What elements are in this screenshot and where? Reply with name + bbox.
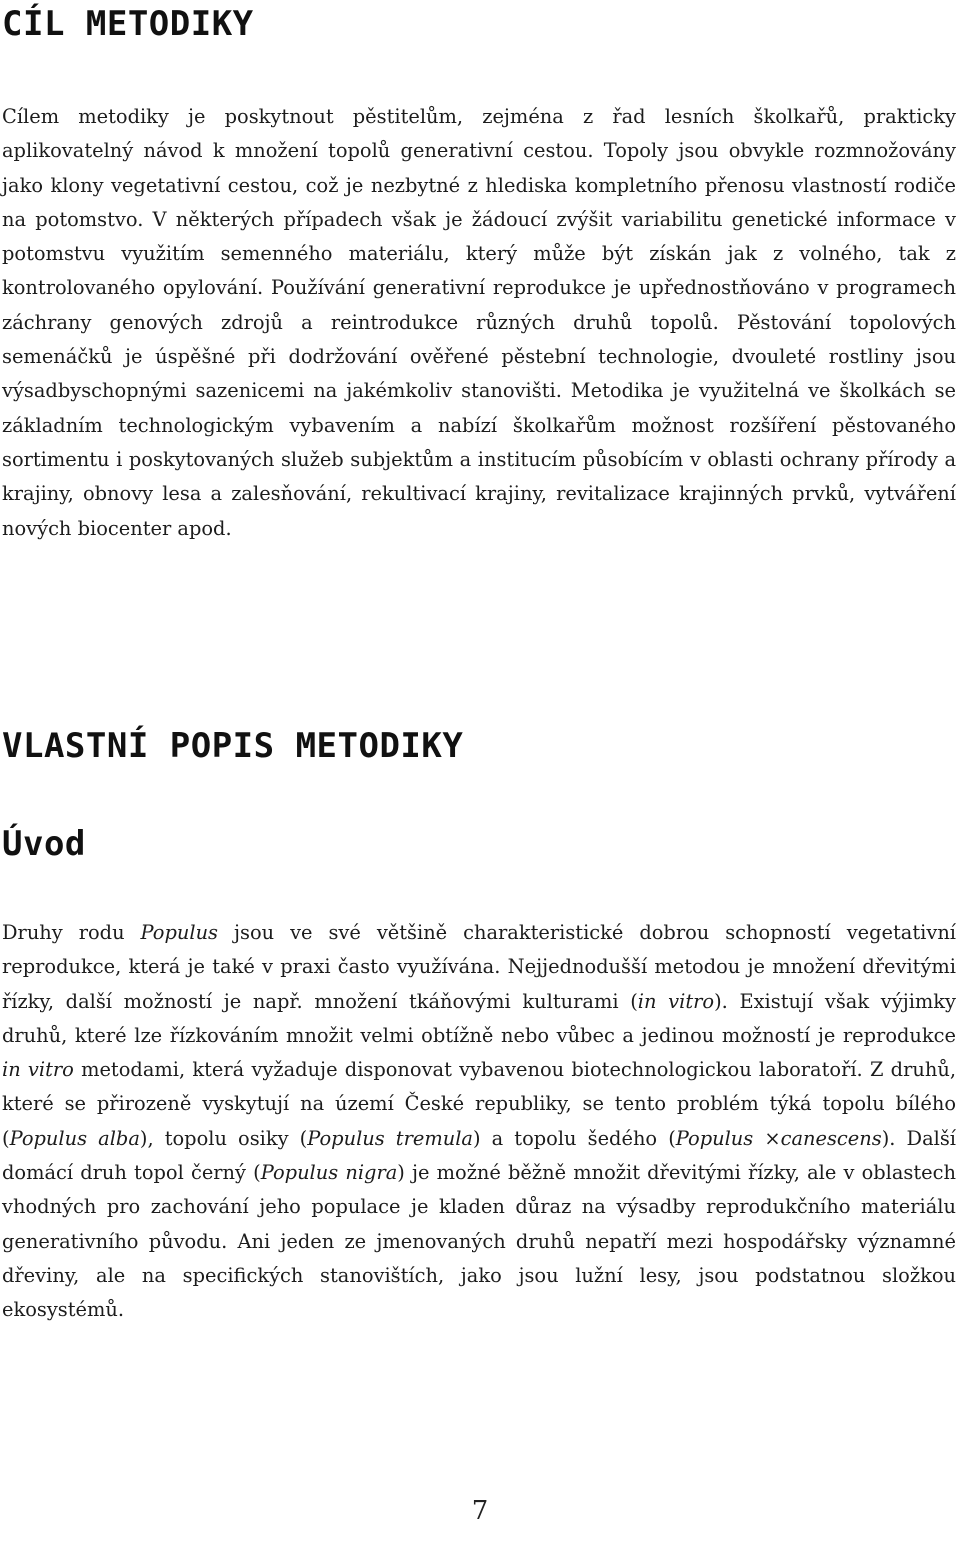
- italic-term: Populus tremula: [307, 1126, 473, 1150]
- text-run: Druhy rodu: [2, 921, 141, 944]
- page-number: 7: [471, 1496, 489, 1526]
- italic-term: in vitro: [637, 989, 715, 1013]
- italic-term: in vitro: [2, 1058, 74, 1082]
- text-run: ). Existují však výjimky druhů, které lze řízkováním množit velmi obtížně nebo vůbec a jedinou možností je reprodukce: [2, 989, 957, 1047]
- text-run: ) je možné běžně množit dřevitými řízky, ale v oblastech vhodných pro zachování jeho populace je kladen důraz na výsadby reprodukčního materiálu generativního původu. Ani jeden ze jmenovaných druhů nepatří mezi hospodářsky významné dřeviny, ale na specifických stanovištích, jako jsou lužní lesy, jsou podstatnou složkou ekosystémů.: [2, 1161, 956, 1322]
- subsection-heading-uvod: Úvod: [2, 824, 86, 864]
- italic-term: Populus nigra: [260, 1161, 398, 1185]
- text-run: ) a topolu šedého (: [472, 1126, 676, 1150]
- text-run: ), topolu osiky (: [139, 1126, 308, 1150]
- section-heading-vlastni-popis: VLASTNÍ POPIS METODIKY: [2, 726, 464, 766]
- paragraph-goal: Cílem metodiky je poskytnout pěstitelům, zejména z řad lesních školkařů, prakticky aplikovatelný návod k množení topolů generativní cestou. Topoly jsou obvykle rozmnožovány jako klony vegetativní cestou, což je nezbytné z hlediska kompletního přenosu vlastností rodiče na potomstvo. V některých případech však je žádoucí zvýšit variabilitu genetické informace v potomstvu využitím semenného materiálu, který může být získán jak z volného, tak z kontrolovaného opylování. Používání generativní reprodukce je upřednostňováno v programech záchrany genových zdrojů a reintrodukce různých druhů topolů. Pěstování topolových semenáčků je úspěšné při dodržování ověřené pěstební technologie, dvouleté rostliny jsou výsadbyschopnými sazenicemi na jakémkoliv stanovišti. Metodika je využitelná ve školkách se základním technologickým vybavením a nabízí školkařům možnost rozšíření pěstovaného sortimentu i poskytovaných služeb subjektům a institucím působícím v oblasti ochrany přírody a krajiny, obnovy lesa a zalesňování, rekultivací krajiny, revitalizace krajinných prvků, vytváření nových biocenter apod.: [2, 105, 956, 540]
- text-run: metodami, která vyžaduje disponovat vybavenou biotechnologickou laboratoří. Z druhů, které se přirozeně vyskytují na území České republiky, se tento problém týká topolu bílého (: [2, 1058, 956, 1150]
- text-run: jsou ve své většině charakteristické dobrou schopností vegetativní reprodukce, která je také v praxi často využívána. Nejjednodušší metodou je množení dřevitými řízky, další možností je např. množení tkáňovými kulturami (: [2, 921, 957, 1013]
- italic-term: Populus ×canescens: [675, 1126, 882, 1150]
- section-heading-cil-metodiky: CÍL METODIKY: [2, 4, 254, 44]
- italic-term: Populus: [140, 921, 219, 944]
- paragraph-intro: [2, 916, 956, 1328]
- text-run: ). Další domácí druh topol černý (: [2, 1126, 956, 1185]
- italic-term: Populus alba: [9, 1126, 140, 1150]
